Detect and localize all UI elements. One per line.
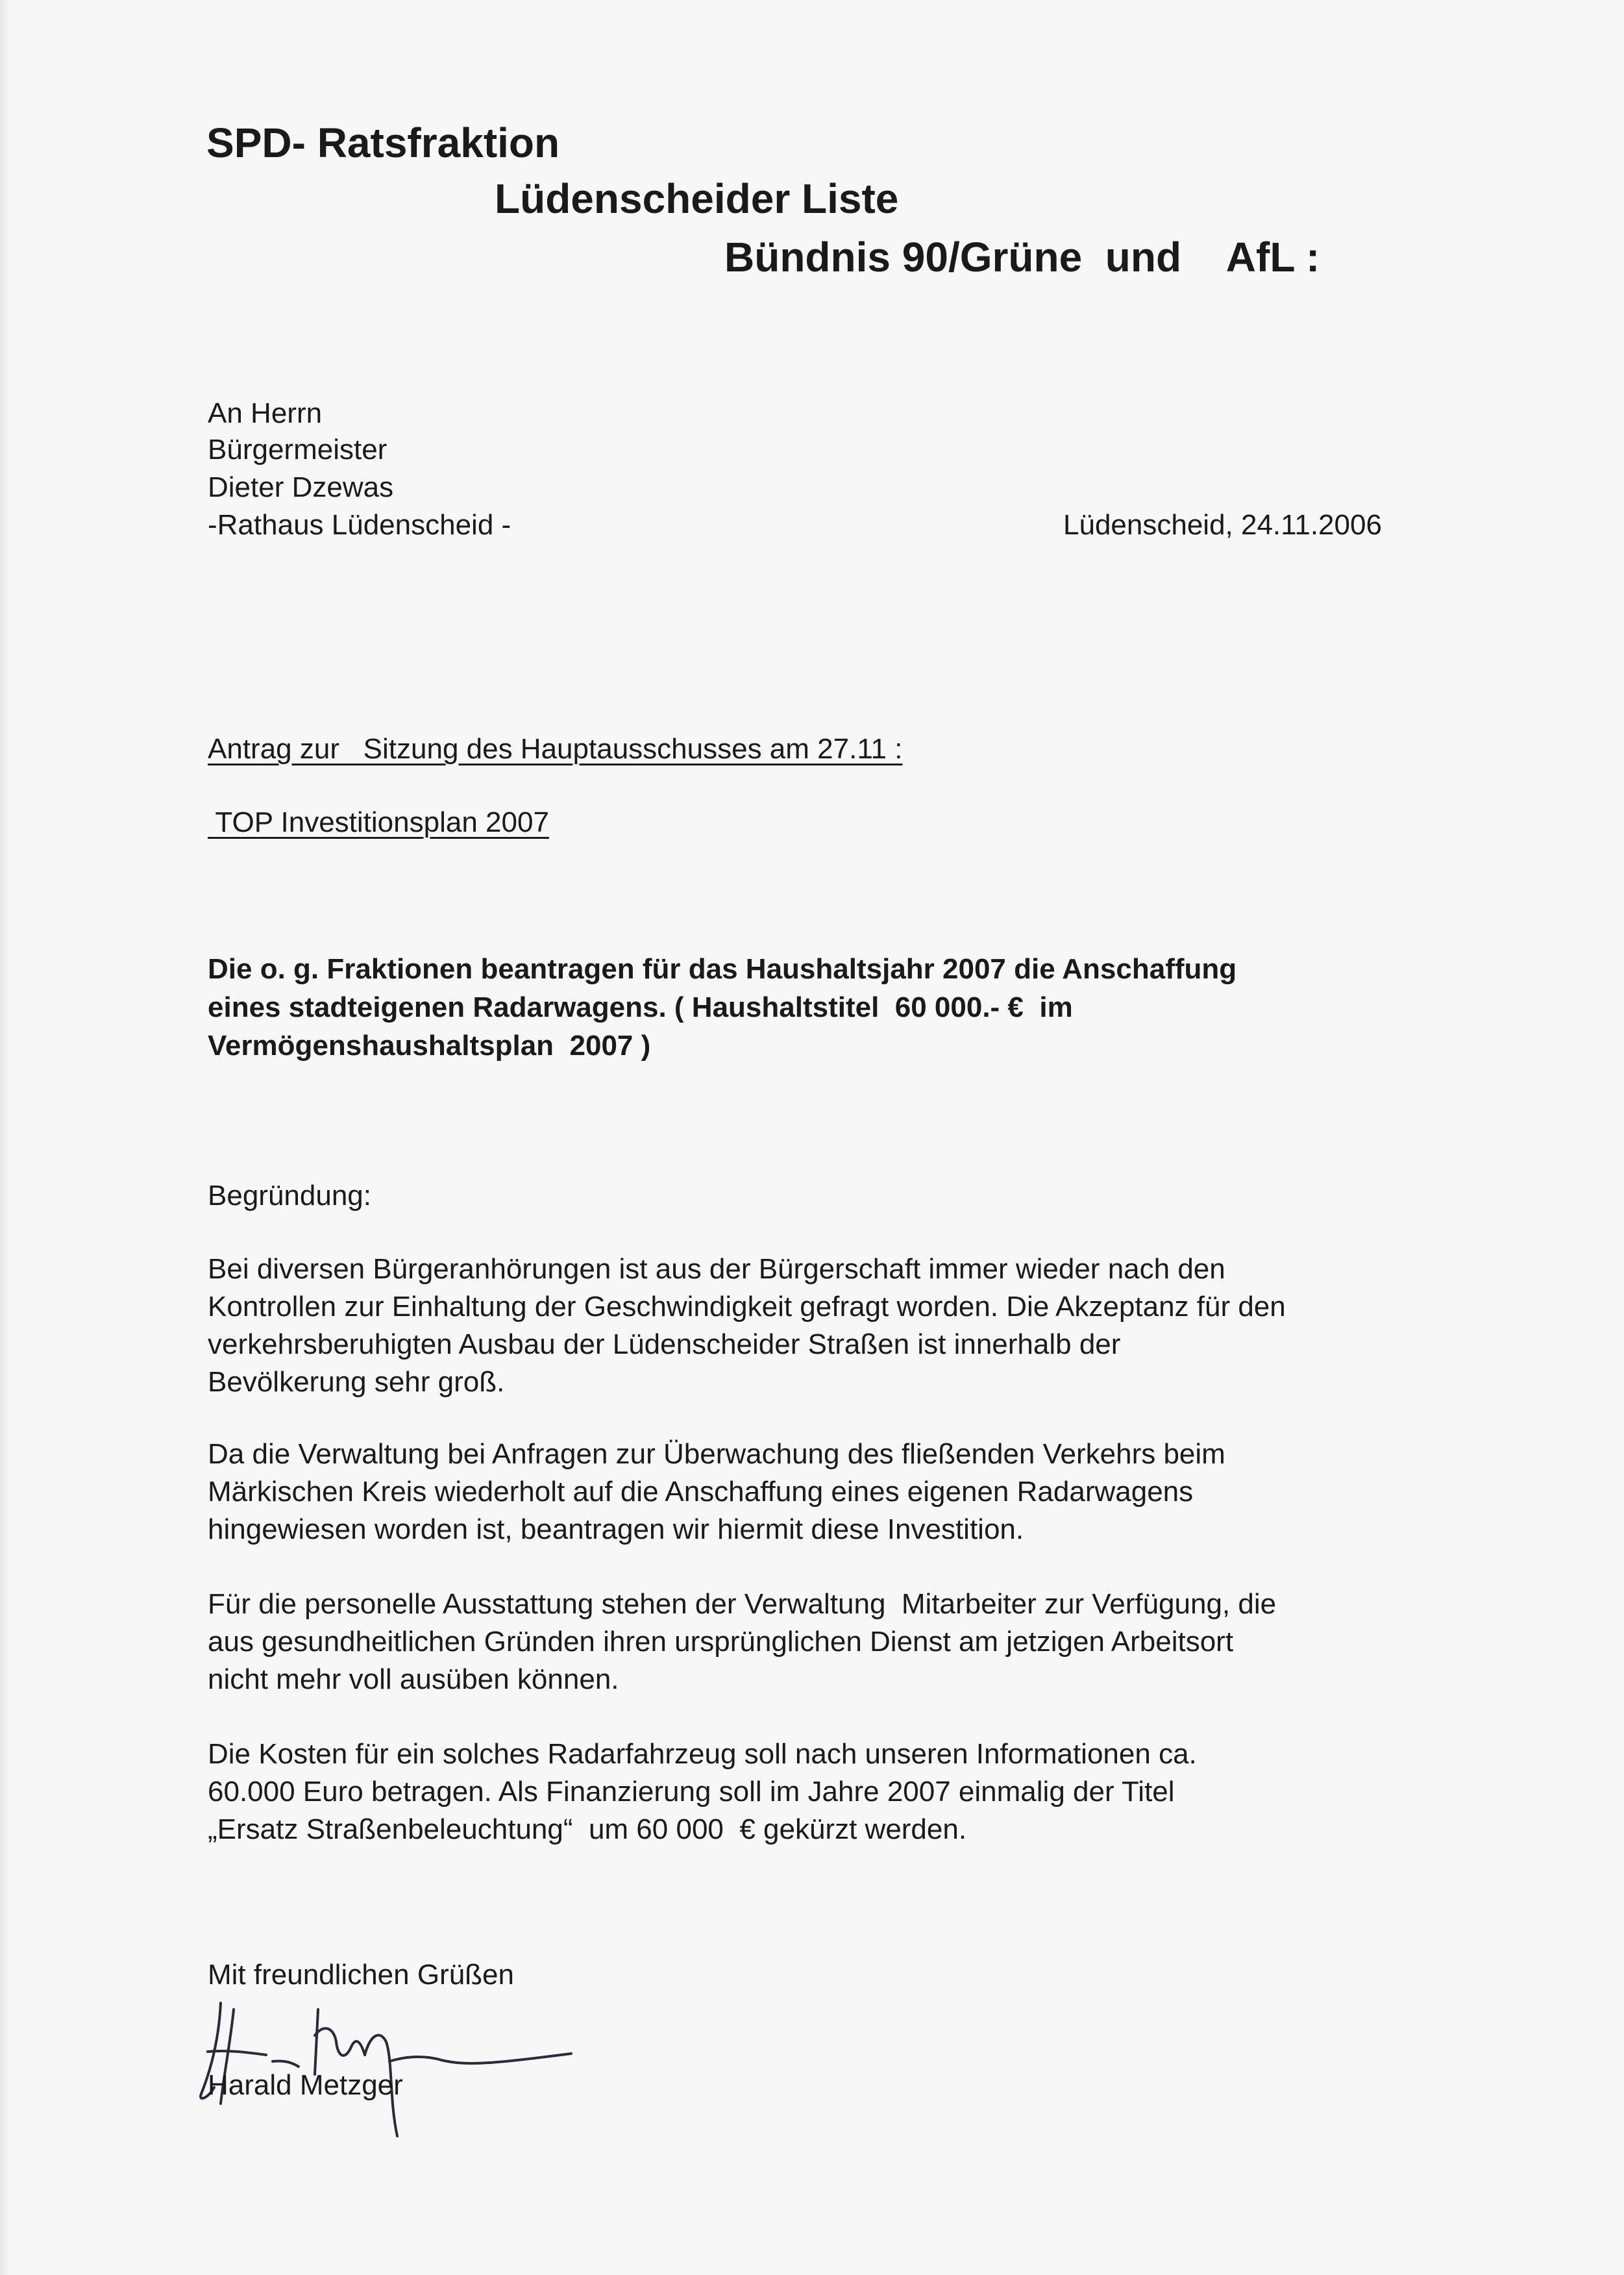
paragraph-line: Für die personelle Ausstattung stehen der Verwaltung Mitarbeiter zur Verfügung, die: [208, 1588, 1277, 1620]
paragraph-line: nicht mehr voll ausüben können.: [208, 1663, 619, 1695]
reason-paragraph-3: [208, 1585, 1480, 1698]
agenda-item: TOP Investitionsplan 2007: [208, 806, 549, 838]
motion-line-1: Die o. g. Fraktionen beantragen für das Haushaltsjahr 2007 die Anschaffung: [208, 953, 1237, 985]
reason-paragraph-4: [208, 1735, 1480, 1848]
paragraph-line: Kontrollen zur Einhaltung der Geschwindigkeit gefragt worden. Die Akzeptanz für den: [208, 1291, 1286, 1323]
paragraph-line: „Ersatz Straßenbeleuchtung“ um 60 000 € gekürzt werden.: [208, 1813, 967, 1845]
recipient-line-2: Bürgermeister: [208, 434, 388, 466]
reason-heading: Begründung:: [208, 1180, 371, 1212]
paragraph-line: Bevölkerung sehr groß.: [208, 1366, 505, 1398]
paragraph-line: 60.000 Euro betragen. Als Finanzierung soll im Jahre 2007 einmalig der Titel: [208, 1776, 1175, 1808]
handwritten-signature: [195, 1990, 578, 2139]
motion-line-3: Vermögenshaushaltsplan 2007 ): [208, 1030, 651, 1062]
paragraph-line: hingewiesen worden ist, beantragen wir hiermit diese Investition.: [208, 1513, 1024, 1545]
paragraph-line: verkehrsberuhigten Ausbau der Lüdenscheider Straßen ist innerhalb der: [208, 1328, 1121, 1360]
recipient-line-1: An Herrn: [208, 397, 323, 429]
paragraph-line: Die Kosten für ein solches Radarfahrzeug soll nach unseren Informationen ca.: [208, 1738, 1197, 1770]
paragraph-line: Da die Verwaltung bei Anfragen zur Überwachung des fließenden Verkehrs beim: [208, 1438, 1225, 1470]
header-line-1: SPD- Ratsfraktion: [206, 119, 560, 166]
scan-edge-shadow: [0, 0, 9, 2275]
paragraph-line: aus gesundheitlichen Gründen ihren ursprünglichen Dienst am jetzigen Arbeitsort: [208, 1626, 1234, 1658]
motion-line-2: eines stadteigenen Radarwagens. ( Haushaltstitel 60 000.- € im: [208, 991, 1073, 1023]
paragraph-line: Bei diversen Bürgeranhörungen ist aus der Bürgerschaft immer wieder nach den: [208, 1253, 1225, 1285]
recipient-line-4: -Rathaus Lüdenscheid -: [208, 509, 511, 541]
header-line-2: Lüdenscheider Liste: [495, 175, 899, 222]
recipient-line-3: Dieter Dzewas: [208, 471, 394, 503]
header-line-3: Bündnis 90/Grüne und AfL :: [724, 234, 1320, 280]
reason-paragraph-1: [208, 1250, 1480, 1401]
reason-paragraph-2: [208, 1436, 1480, 1548]
paragraph-line: Märkischen Kreis wiederholt auf die Anschaffung eines eigenen Radarwagens: [208, 1476, 1194, 1508]
closing-greeting: Mit freundlichen Grüßen: [208, 1959, 514, 1991]
subject-line: Antrag zur Sitzung des Hauptausschusses am 27.11 :: [208, 733, 903, 765]
signer-name: Harald Metzger: [208, 2069, 403, 2101]
place-date: Lüdenscheid, 24.11.2006: [1063, 509, 1382, 541]
